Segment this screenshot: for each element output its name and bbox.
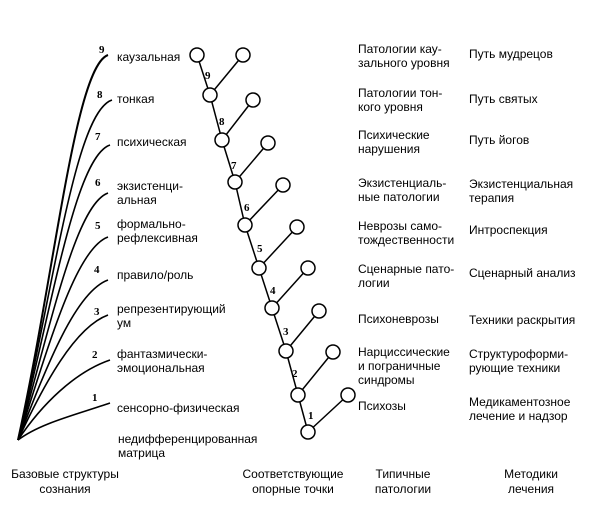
structure-number-4: 4 [94, 264, 100, 276]
spine-node-8 [203, 88, 217, 102]
pathology-label-1: Психозы [358, 399, 406, 413]
fulcrum-number-4: 4 [270, 285, 276, 297]
fulcrum-number-5: 5 [257, 243, 263, 255]
branch-node-6 [276, 178, 290, 192]
fulcrum-branch-5 [259, 227, 297, 268]
header-structures: Базовые структуры сознания [11, 467, 119, 496]
structure-number-9: 9 [99, 44, 105, 56]
structure-number-6: 6 [95, 177, 101, 189]
structure-label-3: репрезентирующий ум [117, 302, 226, 330]
method-label-7: Путь йогов [469, 133, 530, 147]
base-matrix-label: недифференцированная матрица [118, 432, 258, 460]
method-label-2: Структуроформи- рующие техники [469, 347, 569, 375]
structure-number-5: 5 [95, 220, 101, 232]
fulcrum-number-7: 7 [231, 160, 237, 172]
fulcrum-branch-2 [298, 352, 333, 395]
fulcrum-number-1: 1 [308, 410, 314, 422]
structure-number-2: 2 [92, 349, 98, 361]
fulcrum-number-8: 8 [219, 116, 225, 128]
method-label-1: Медикаментозное лечение и надзор [469, 395, 571, 423]
structure-label-4: правило/роль [117, 268, 194, 282]
pathology-label-4: Сценарные пато- логии [358, 262, 455, 290]
fulcrum-number-6: 6 [244, 202, 250, 214]
pathology-label-6: Экзистенциаль- ные патологии [358, 176, 447, 204]
method-label-4: Сценарный анализ [469, 266, 576, 280]
method-label-3: Техники раскрытия [469, 313, 576, 327]
branch-node-4 [301, 261, 315, 275]
spine-node-4 [252, 261, 266, 275]
branch-node-2 [326, 345, 340, 359]
spine-node-9 [190, 48, 204, 62]
fulcrum-branch-1 [308, 395, 348, 432]
method-label-6: Экзистенциальная терапия [469, 177, 574, 205]
spine-node-5 [238, 218, 252, 232]
method-label-8: Путь святых [469, 92, 538, 106]
branch-node-3 [312, 304, 326, 318]
fulcrum-nodes [190, 48, 355, 439]
structure-number-3: 3 [94, 306, 100, 318]
spine-node-6 [228, 175, 242, 189]
pathology-label-7: Психические нарушения [358, 128, 430, 156]
branch-node-9 [236, 48, 250, 62]
branch-node-1 [341, 388, 355, 402]
pathology-label-8: Патологии тон- кого уровня [358, 86, 443, 114]
method-label-9: Путь мудрецов [469, 47, 553, 61]
structure-number-7: 7 [95, 131, 101, 143]
header-fulcrums: Соответствующие опорные точки [242, 467, 344, 496]
pathology-label-9: Патологии кау- зального уровня [358, 42, 450, 70]
fulcrum-number-2: 2 [292, 368, 298, 380]
spine-node-3 [265, 301, 279, 315]
fulcrum-branch-6 [245, 185, 283, 225]
spine-node-0 [301, 425, 315, 439]
branch-node-8 [246, 93, 260, 107]
branch-node-7 [261, 136, 275, 150]
method-label-5: Интроспекция [469, 223, 548, 237]
fulcrum-spine [197, 55, 348, 432]
fulcrum-number-3: 3 [283, 326, 289, 338]
header-methods: Методики лечения [504, 467, 558, 496]
fulcrum-branch-9 [210, 55, 243, 95]
structure-label-6: экзистенци- альная [117, 179, 183, 207]
fulcrum-number-9: 9 [205, 70, 211, 82]
structure-label-2: фантазмически- эмоциональная [117, 347, 208, 375]
pathology-label-3: Психоневрозы [358, 312, 439, 326]
spine-node-1 [291, 388, 305, 402]
structure-label-5: формально- рефлексивная [117, 217, 198, 245]
structure-label-8: тонкая [117, 92, 155, 106]
structure-number-8: 8 [97, 89, 103, 101]
structure-number-1: 1 [92, 392, 98, 404]
pathology-label-5: Неврозы само- тождественности [358, 219, 455, 247]
spine-node-7 [215, 133, 229, 147]
fulcrum-branch-3 [286, 311, 319, 351]
structure-label-1: сенсорно-физическая [117, 401, 240, 415]
spine-node-2 [279, 344, 293, 358]
fulcrum-branch-4 [272, 268, 308, 308]
structure-curves [18, 55, 112, 440]
branch-node-5 [290, 220, 304, 234]
structure-label-7: психическая [117, 135, 187, 149]
pathology-label-2: Нарциссические и пограничные синдромы [358, 345, 450, 387]
header-pathologies: Типичные патологии [374, 467, 432, 496]
structure-label-9: каузальная [117, 50, 181, 64]
